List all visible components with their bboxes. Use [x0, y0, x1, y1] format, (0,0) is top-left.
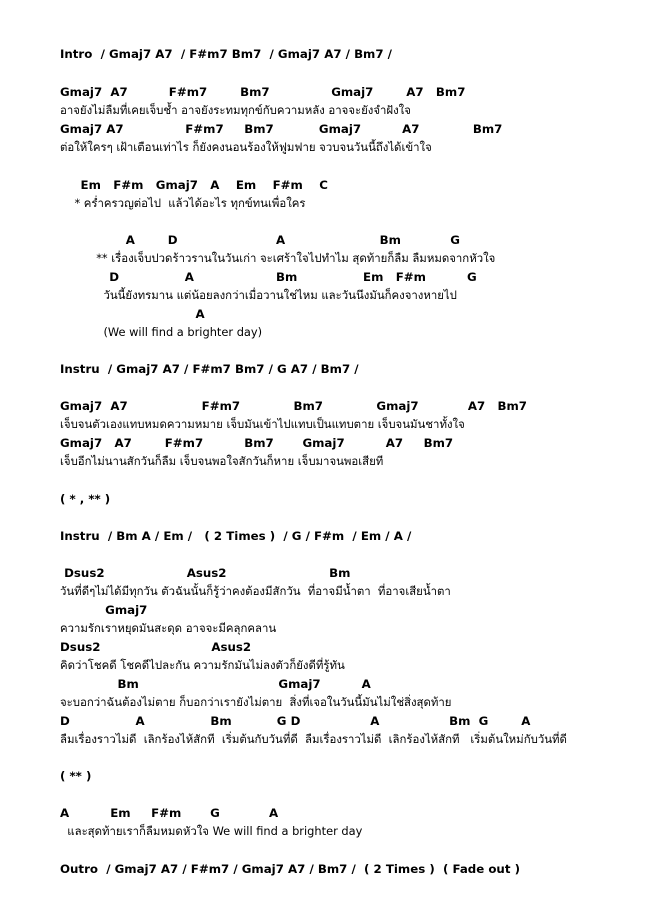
chord-line: Bm Gmaj7 A — [60, 677, 371, 691]
intro-line: Intro / Gmaj7 A7 / F#m7 Bm7 / Gmaj7 A7 / Bm7 / — [60, 47, 392, 61]
chord-line: Dsus2 Asus2 Bm — [60, 566, 351, 580]
lyric-line: และสุดท้ายเราก็ลืมหมดหัวใจ We will find a brighter day — [60, 824, 363, 838]
lyric-line: วันที่ดีๆไม่ได้มีทุกวัน ตัวฉันนั้นก็รู้ว่าคงต้องมีสักวัน ที่อาจมีน้ำตา ที่อาจเสียน้ำตา — [60, 584, 451, 598]
chord-line: A D A Bm G — [60, 233, 460, 247]
lyric-line: คิดว่าโชคดี โชคดีไปละกัน ความรักมันไม่ลงตัวก็ยังดีที่รู้ทัน — [60, 658, 345, 672]
instru-line: Instru / Bm A / Em / ( 2 Times ) / G / F#m / Em / A / — [60, 529, 412, 543]
lyric-line: อาจยังไม่ลืมที่เคยเจ็บช้ำ อาจยังระทมทุกข์กับความหลัง อาจจะยังจำฝังใจ — [60, 103, 411, 117]
lyric-line: ** เรื่องเจ็บปวดร้าวรานในวันเก่า จะเศร้าใจไปทำไม สุดท้ายก็ลืม ลืมหมดจากหัวใจ — [60, 251, 496, 265]
lyric-line: วันนี้ยังทรมาน แต่น้อยลงกว่าเมื่อวานใช่ไหม และวันนึงมันก็คงจางหายไป — [60, 288, 457, 302]
lyric-line: (We will find a brighter day) — [60, 325, 263, 339]
chord-line: Gmaj7 — [60, 603, 148, 617]
lyric-line: เจ็บอีกไม่นานสักวันก็ลืม เจ็บจนพอใจสักวันก็หาย เจ็บมาจนพอเสียที — [60, 454, 384, 468]
lyric-line: เจ็บจนตัวเองแทบหมดความหมาย เจ็บมันเข้าไปแทบเป็นแทบตาย เจ็บจนมันชาทั้งใจ — [60, 417, 465, 431]
lyric-line: * คร่ำครวญต่อไป แล้วได้อะไร ทุกข์ทนเพื่อใคร — [60, 196, 306, 210]
chord-line: A Em F#m G A — [60, 806, 279, 820]
outro-line: Outro / Gmaj7 A7 / F#m7 / Gmaj7 A7 / Bm7 / ( 2 Times ) ( Fade out ) — [60, 862, 520, 876]
lyric-line: ลืมเรื่องราวไม่ดี เลิกร้องไห้สักที เริ่มต้นกับวันที่ดี ลืมเรื่องราวไม่ดี เลิกร้องไห้สักที เริ่มต้นใหม่กับวันที่ดี — [60, 732, 567, 746]
repeat-marker: ( * , ** ) — [60, 492, 111, 506]
chord-line: Gmaj7 A7 F#m7 Bm7 Gmaj7 A7 Bm7 — [60, 399, 528, 413]
chord-line: Em F#m Gmaj7 A Em F#m C — [60, 178, 328, 192]
chord-line: Gmaj7 A7 F#m7 Bm7 Gmaj7 A7 Bm7 — [60, 436, 454, 450]
lyric-line: จะบอกว่าฉันต้องไม่ตาย ก็บอกว่าเรายังไม่ตาย สิ่งที่เจอในวันนี้มันไม่ใช่สิ่งสุดท้าย — [60, 695, 452, 709]
chord-line: A — [60, 307, 205, 321]
lyric-line: ความรักเราหยุดมันสะดุด อาจจะมีคลุกคลาน — [60, 621, 277, 635]
lyric-line: ต่อให้ใครๆ เฝ้าเตือนเท่าไร ก็ยังคงนอนร้องให้ฟูมฟาย จวบจนวันนี้ถึงได้เข้าใจ — [60, 140, 432, 154]
chord-line: Gmaj7 A7 F#m7 Bm7 Gmaj7 A7 Bm7 — [60, 122, 503, 136]
instru-line: Instru / Gmaj7 A7 / F#m7 Bm7 / G A7 / Bm7 / — [60, 362, 359, 376]
repeat-marker: ( ** ) — [60, 769, 92, 783]
chord-line: Gmaj7 A7 F#m7 Bm7 Gmaj7 A7 Bm7 — [60, 85, 466, 99]
chord-line: Dsus2 Asus2 — [60, 640, 252, 654]
chord-line: D A Bm G D A Bm G A — [60, 714, 531, 728]
chord-line: D A Bm Em F#m G — [60, 270, 477, 284]
